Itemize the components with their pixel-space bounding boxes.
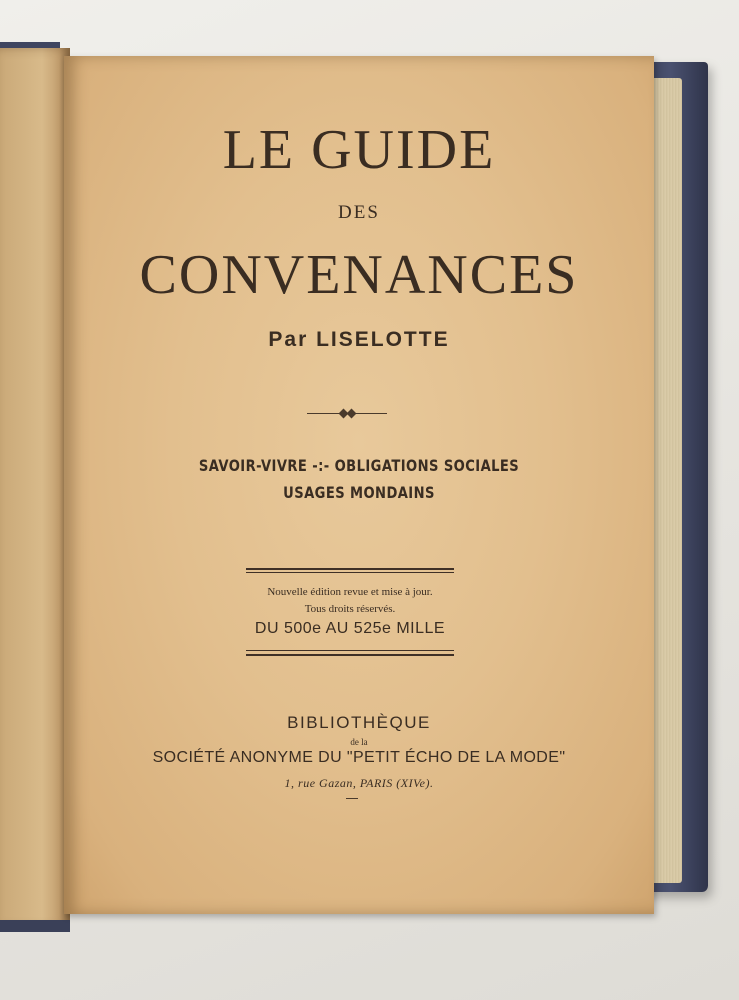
edition-note: Nouvelle édition revue et mise à jour. xyxy=(267,586,433,598)
book-cover-left-bottom xyxy=(0,920,70,932)
title-line-2: DES xyxy=(338,202,380,223)
publisher-line-1: BIBLIOTHÈQUE xyxy=(287,713,431,732)
rights-note: Tous droits réservés. xyxy=(304,603,396,615)
rule xyxy=(246,572,454,573)
title-page xyxy=(64,56,654,914)
closing-dash xyxy=(346,798,358,799)
title-line-3: CONVENANCES xyxy=(139,244,579,306)
edition-box xyxy=(246,568,454,658)
left-page xyxy=(0,48,70,928)
title-line-1: LE GUIDE xyxy=(222,119,496,181)
subtitle-line-2: USAGES MONDAINS xyxy=(283,483,435,502)
author-line: Par LISELOTTE xyxy=(268,328,450,351)
publisher-line-3: SOCIÉTÉ ANONYME DU "PETIT ÉCHO DE LA MODE" xyxy=(152,749,566,766)
rule xyxy=(246,568,454,570)
rule xyxy=(246,650,454,651)
print-run: DU 500e AU 525e MILLE xyxy=(254,620,446,637)
publisher-address: 1, rue Gazan, PARIS (XIVe). xyxy=(284,776,434,790)
publisher-line-2: de la xyxy=(350,737,368,747)
rule xyxy=(246,654,454,656)
subtitle-line-1: SAVOIR-VIVRE -:- OBLIGATIONS SOCIALES xyxy=(198,456,520,475)
ornament-divider xyxy=(307,410,387,418)
